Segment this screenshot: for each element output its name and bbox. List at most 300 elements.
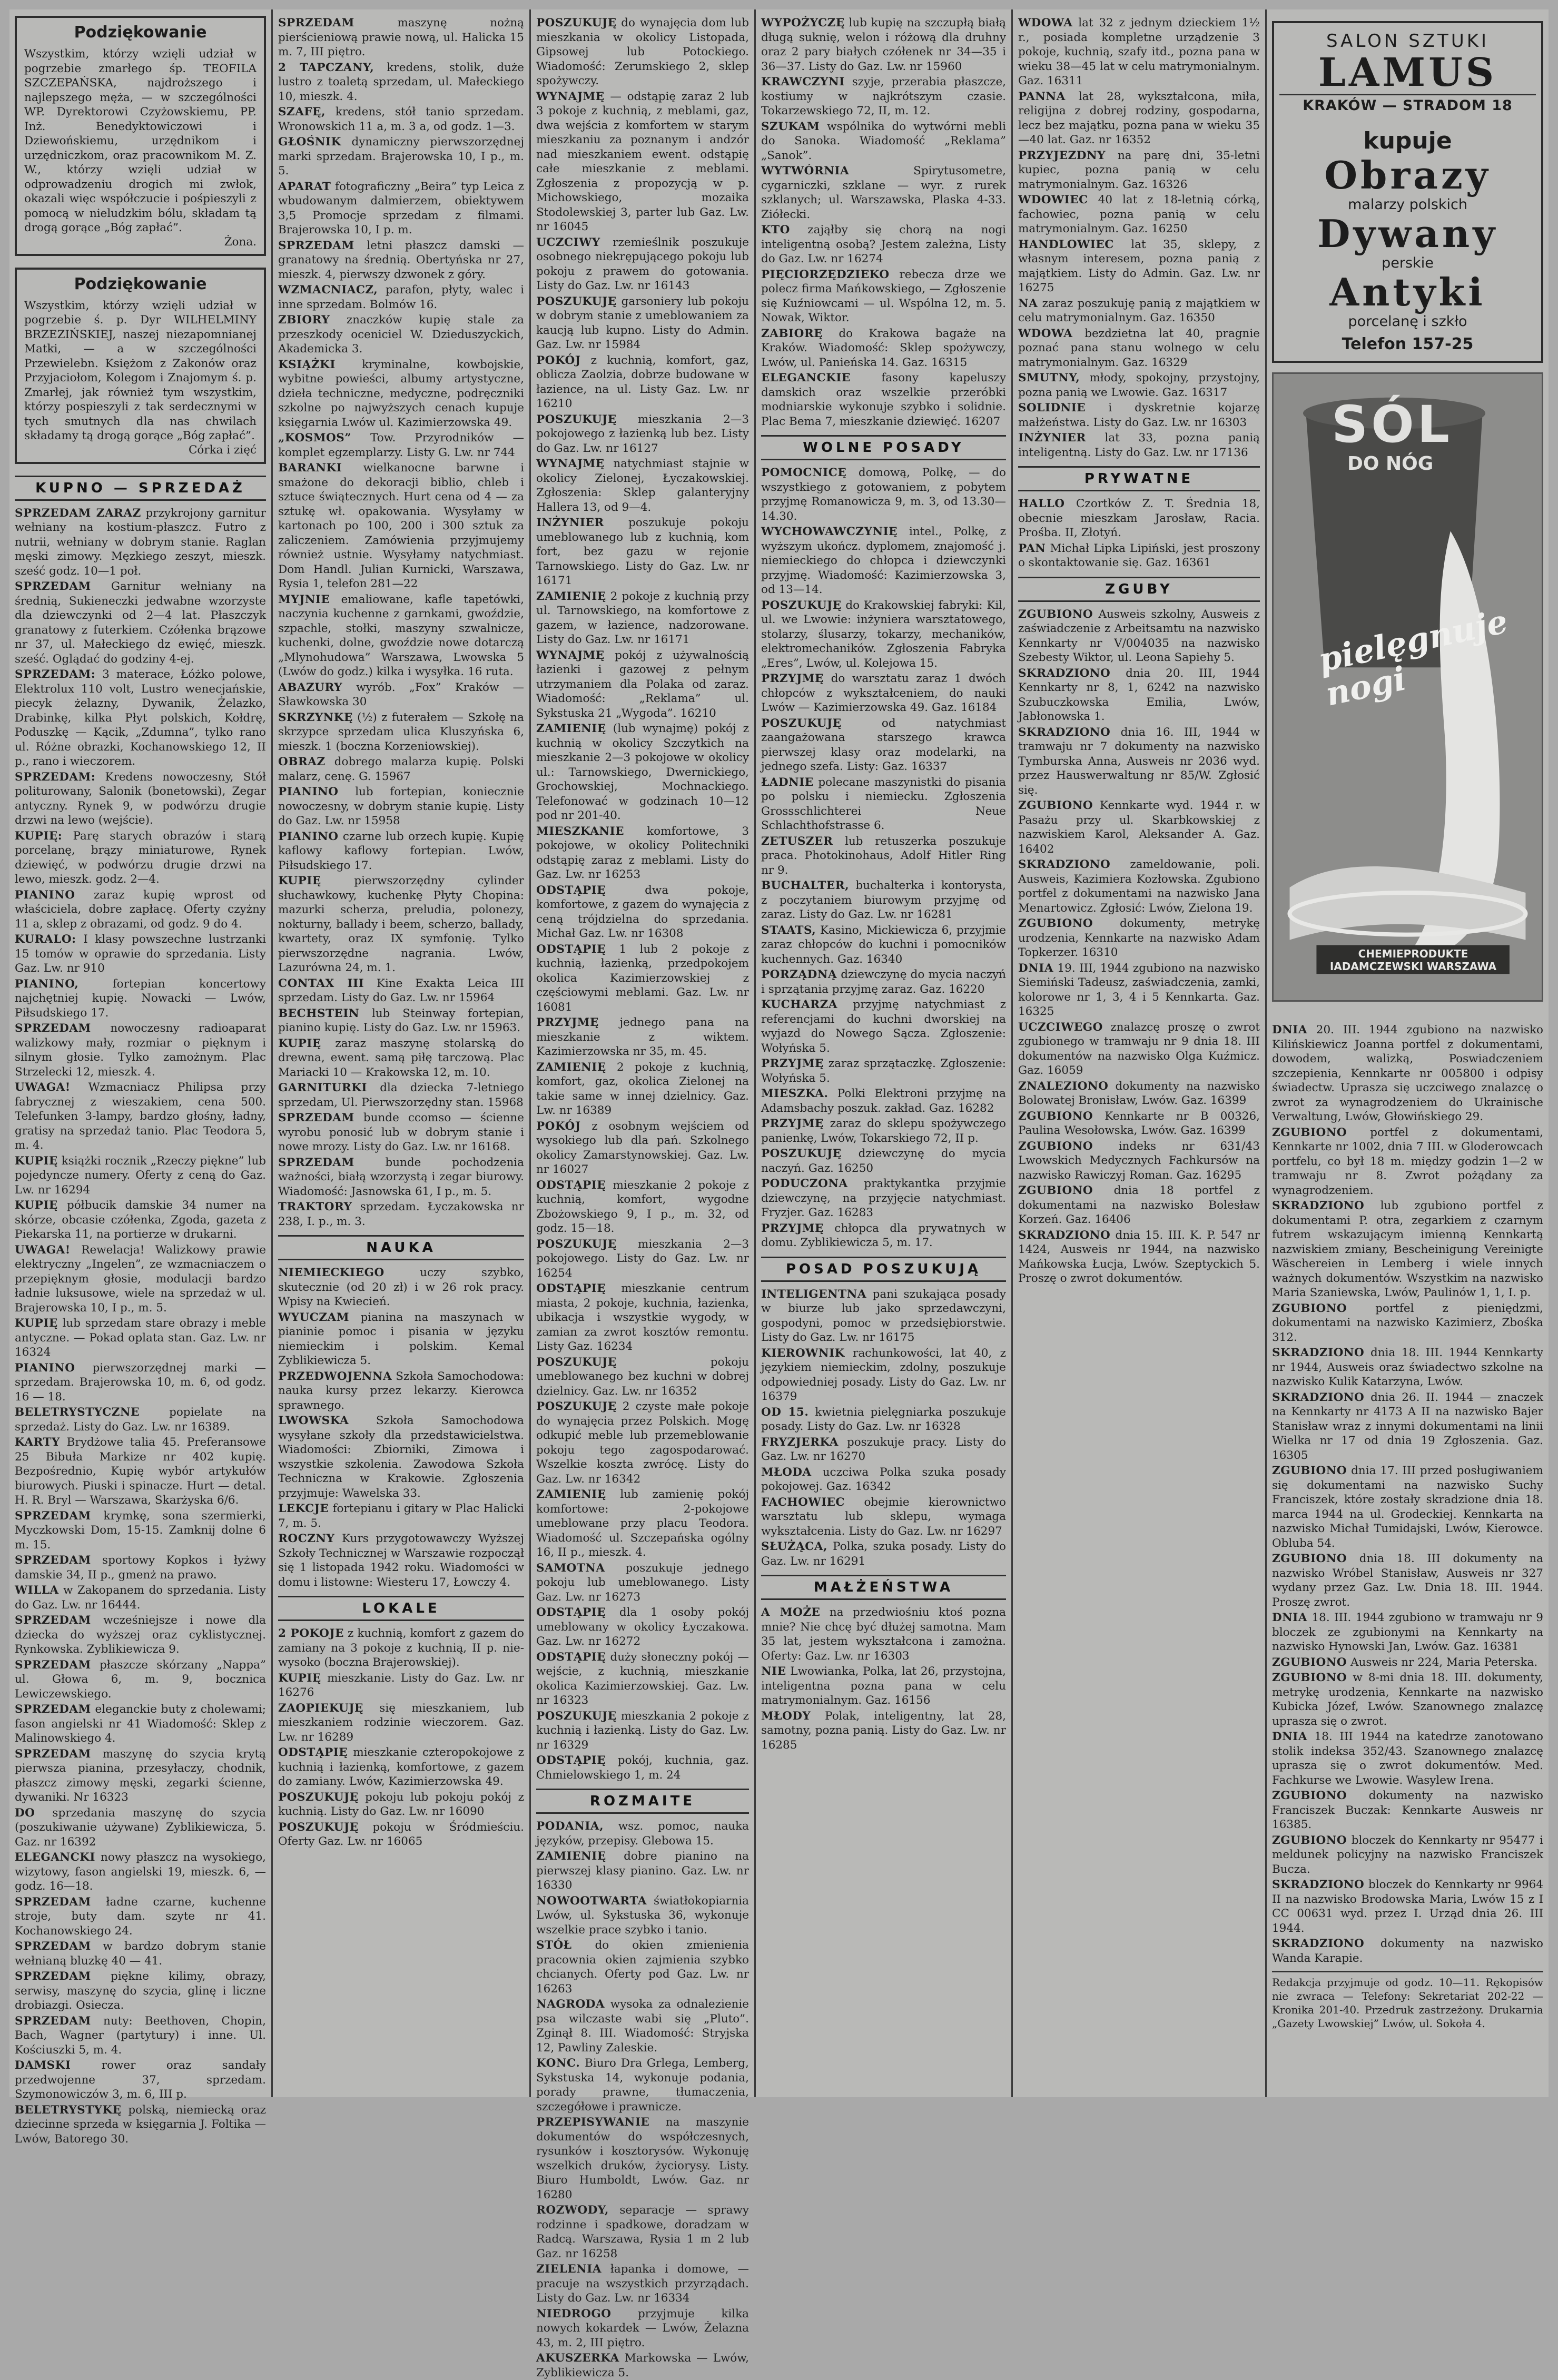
ad-keyword: POSZUKUJĘ bbox=[278, 1820, 359, 1834]
ad-text: Szkoła Samochodowa: nauka kursy przez lekarzy. Kierowca sprawnego. bbox=[278, 1369, 524, 1412]
ad-keyword: PIANINO bbox=[278, 785, 339, 798]
ad-keyword: POSZUKUJĘ bbox=[761, 1147, 842, 1160]
classified-ad bbox=[536, 2115, 749, 2202]
ad-text: uczciwa Polka szuka posady pokojowej. Gaz. 16342 bbox=[761, 1465, 1006, 1493]
ad-text: 2 pokoje z kuchnią, komfort, gaz, okolica Zielonej na takie same w innej dzielnicy. Gaz. Lw. nr 16389 bbox=[536, 1060, 749, 1117]
ad-text: dnia 15. III. K. P. 547 nr 1424, Ausweis nr 1944, na nazwisko Mańkowska Łucja, Lwów. Szeptyckich 5. Proszę o zwrot dokumentów. bbox=[1018, 1228, 1260, 1285]
ad-text: Ausweis szkolny, Ausweis z zaświadczenie z Arbeitsamtu na nazwisko Kennkarty nr V/004035 na nazwisko Szebesty Wiktor, ul. Leona Sapiehy 5. bbox=[1018, 607, 1260, 664]
ad-keyword: PRZYJMĘ bbox=[536, 1016, 599, 1029]
classified-ad bbox=[536, 1605, 749, 1649]
ad-text: 18. III 1944 na katedrze zanotowano stolik indeksa 352/43. Szanownego znalazcę uprasza się o zwrot dokumentów. Med. Fachkurse we Lwowie. Wasylew Irena. bbox=[1272, 1730, 1543, 1787]
ad-keyword: ZGUBIONO bbox=[1018, 607, 1093, 621]
classified-ad bbox=[278, 1532, 524, 1589]
classified-ad bbox=[536, 1399, 749, 1486]
ad-text: łapanka i domowe, — pracuje na wszystkich przyrządach. Listy do Gaz. Lw. nr 16334 bbox=[536, 2263, 749, 2305]
classified-ad bbox=[15, 1850, 266, 1894]
ad-keyword: OBRAZ bbox=[278, 755, 326, 768]
ad-text: indeks nr 631/43 Lwowskich Medycznych Fachkursów na nazwisko Rawiczyj Roman. Gaz. 16295 bbox=[1018, 1139, 1260, 1182]
classified-ad bbox=[1272, 1390, 1543, 1463]
ad-text: zameldowanie, poli. Ausweis, Kazimiera Kozłowska. Zgubiono portfel z dokumentami na nazwisko Jana Menartowicz. Zgłosić: Lwów, Zielona 19. bbox=[1018, 858, 1260, 915]
ad-text: dobrego malarza kupię. Polski malarz, cenę. G. 15967 bbox=[278, 755, 524, 783]
classified-ad bbox=[15, 579, 266, 666]
ad-keyword: LWOWSKA bbox=[278, 1414, 349, 1427]
ad-keyword: A MOŻE bbox=[761, 1606, 821, 1619]
ad-keyword: ZABIORĘ bbox=[761, 327, 823, 340]
ad-text: znaczków kupię stale za przeszkody oceniciel W. Dzieduszyckich, Akademicka 3. bbox=[278, 313, 524, 355]
classified-ad bbox=[278, 313, 524, 357]
classified-ad bbox=[278, 1745, 524, 1789]
classified-ad bbox=[536, 824, 749, 882]
ad-list bbox=[278, 16, 524, 1229]
ad-keyword: CONTAX III bbox=[278, 976, 364, 990]
ad-text: młody, spokojny, przystojny, pozna panią we Lwowie. Gaz. 16317 bbox=[1018, 371, 1260, 399]
ad-text: polecane maszynistki do pisania po polsku i niemiecku. Zgłoszenia Grossschlichterei Neue Schlachthofstrasse 6. bbox=[761, 775, 1006, 832]
ad-keyword: SKRADZIONO bbox=[1272, 1390, 1365, 1404]
ad-text: — odstąpię zaraz 2 lub 3 pokoje z kuchnią, z meblami, gaz, dwa wejścia z komfortem w starym mieszkaniu za poznanym i andzór nad mieszkaniem ewent. odstąpię całe mieszkanie z meblami. Zgłoszenia z propozycją w p. Michowskiego, mozaika Stodolewskiej 3, parter lub Gaz. Lw. nr 16045 bbox=[536, 90, 749, 233]
ad-keyword: MIESZKA. bbox=[761, 1087, 829, 1100]
classified-ad bbox=[1018, 497, 1260, 540]
ad-keyword: ODSTĄPIĘ bbox=[536, 1282, 606, 1295]
classified-ad bbox=[761, 1346, 1006, 1404]
ad-keyword: GARNITURKI bbox=[278, 1081, 367, 1094]
classified-ad bbox=[1018, 193, 1260, 236]
ad-keyword: HANDLOWIEC bbox=[1018, 238, 1114, 251]
ad-text: maszynę nożną pierścieniową prawie nową, ul. Halicka 15 m. 7, III piętro. bbox=[278, 16, 524, 58]
ad-keyword: POMOCNICĘ bbox=[761, 466, 847, 479]
ad-text: Brydżowe talia 45. Preferansowe 25 Bibuła Markize nr 402 kupię. Bezpośrednio, Kupię wybór artykułów biurowych. Piuski i spinacze. Hurt — detal. H. R. Bryl — Warszawa, Skarżyska 6/6. bbox=[15, 1436, 266, 1507]
column-1 bbox=[9, 9, 271, 2146]
classified-ad bbox=[536, 1561, 749, 1605]
ad-keyword: ZBIORY bbox=[278, 313, 330, 327]
ad-text: poszukuje jednego pokoju lub umeblowanego. Listy Gaz. Lw. nr 16273 bbox=[536, 1561, 749, 1604]
ad-keyword: INŻYNIER bbox=[536, 516, 604, 529]
classified-ad bbox=[15, 1435, 266, 1508]
classified-ad bbox=[278, 1820, 524, 1849]
ad-text: Markowska — Lwów, Zyblikiewicza 5. bbox=[536, 2352, 749, 2379]
ad-keyword: MŁODA bbox=[761, 1465, 812, 1479]
ad-text: z kuchnią, komfort, gaz, oblicza Zaolzia, dobrze budowane w łazience, na ul. Listy Gaz. Lw. nr 16210 bbox=[536, 353, 749, 410]
ad-keyword: KUCHARZA bbox=[761, 998, 838, 1011]
classified-ad bbox=[278, 105, 524, 134]
ad-text: uczy szybko, skutecznie (od 20 zł) i w 26 rok pracy. Wpisy na Kwiecień. bbox=[278, 1266, 524, 1308]
lamus-salon: SALON SZTUKI bbox=[1326, 31, 1490, 52]
ad-text: bezdzietna lat 40, pragnie poznać pana stanu wolnego w celu matrymonialnym. Gaz. 16329 bbox=[1018, 327, 1260, 369]
ad-text: dynamiczny pierwszorzędnej marki sprzedam. Brajerowska 10, I p., m. 5. bbox=[278, 135, 524, 177]
section-heading: NAUKA bbox=[278, 1235, 524, 1260]
ad-text: w bardzo dobrym stanie wełnianą bluzkę 40 — 41. bbox=[15, 1940, 266, 1968]
ad-text: Kasino, Mickiewicza 6, przyjmie zaraz chłopców do kuchni i pomocników kuchennych. Gaz. 16340 bbox=[761, 923, 1006, 966]
ad-text: dnia 18. III. 1944 Kennkarty nr 1944, Ausweis oraz świadectwo szkolne na nazwisko Kulik Katarzyna, Lwów. bbox=[1272, 1346, 1543, 1388]
ad-keyword: ELEGANCKIE bbox=[761, 371, 851, 384]
ad-keyword: SPRZEDAM bbox=[15, 1022, 91, 1035]
ad-text: 40 lat z 18-letnią córką, fachowiec, pozna panią w celu matrymonialnym. Gaz. 16250 bbox=[1018, 193, 1260, 235]
classified-ad bbox=[15, 1939, 266, 1968]
lamus-malarzy: malarzy polskich bbox=[1347, 196, 1468, 213]
ad-keyword: STAATS, bbox=[761, 923, 816, 937]
ad-text: mieszkanie. Listy do Gaz. Lw. nr 16276 bbox=[278, 1671, 524, 1699]
ad-text: pierwszorzędnej marki — sprzedam. Brajerowska 10, m. 6, od godz. 16 — 18. bbox=[15, 1361, 266, 1404]
classified-ad bbox=[761, 268, 1006, 325]
ad-list bbox=[1018, 497, 1260, 570]
ad-text: pokój, kuchnia, gaz. Chmielowskiego 1, m. 24 bbox=[536, 1754, 749, 1782]
ad-keyword: NIEDROGO bbox=[536, 2307, 612, 2320]
classified-ad bbox=[761, 525, 1006, 597]
classified-ad bbox=[536, 1849, 749, 1893]
ad-list bbox=[1018, 607, 1260, 1286]
ad-text: rower oraz sandały przedwojenne 37, sprzedam. Szymonowiczów 3, m. 6, III p. bbox=[15, 2059, 266, 2101]
ad-text: przyjmuje kilka nowych kokardek — Lwów, Żelazna 43, m. 2, III piętro. bbox=[536, 2307, 749, 2349]
classified-ad bbox=[761, 1539, 1006, 1568]
ad-list bbox=[15, 506, 266, 2147]
classified-ad bbox=[761, 998, 1006, 1055]
ad-keyword: UCZCIWEGO bbox=[1018, 1020, 1103, 1034]
ad-text: Lwowianka, Polka, lat 26, przystojna, inteligentna pozna pana w celu matrymonialnym. Gaz. 16156 bbox=[761, 1665, 1006, 1707]
classified-ad bbox=[761, 923, 1006, 967]
ad-text: Parę starych obrazów i starą porcelanę, brązy miniaturowe, Rynek dziewięć, w podwórzu drugie drzwi na lewo, mieszk. godz. 2—4. bbox=[15, 829, 266, 886]
classified-ad bbox=[278, 283, 524, 312]
classified-ad bbox=[536, 1709, 749, 1753]
ad-text: zaraz do sklepu spożywczego panienkę, Lwów, Tokarskiego 72, II p. bbox=[761, 1117, 1006, 1145]
classified-ad bbox=[15, 1198, 266, 1242]
ad-keyword: HALLO bbox=[1018, 497, 1065, 510]
sol-do-nog-advertisement bbox=[1272, 372, 1543, 1002]
ad-text: półbucik damskie 34 numer na skórze, obcasie czółenka, Zgoda, gazeta z Piekarska 11, na portierze w drukarni. bbox=[15, 1199, 266, 1241]
classified-ad bbox=[761, 223, 1006, 266]
ad-text: i dyskretnie kojarzę małżeństwa. Listy do Gaz. Lw. nr 16303 bbox=[1018, 401, 1260, 429]
classified-ad bbox=[1272, 1833, 1543, 1877]
classified-ad bbox=[15, 829, 266, 887]
classified-ad bbox=[1272, 1671, 1543, 1729]
ad-keyword: ZAMIENIĘ bbox=[536, 1488, 606, 1501]
ad-text: Rewelacja! Walizkowy prawie elektryczny „Ingelen”, ze wzmacniaczem o przepięknym głosie, modulacji bardzo ładnie luksusowe, wiele na sprzedaż w ul. Brajerowska 10, I p., m. 5. bbox=[15, 1243, 266, 1315]
ad-keyword: WZMACNIACZ, bbox=[278, 283, 378, 297]
classified-ad bbox=[1018, 1020, 1260, 1078]
classified-ad bbox=[278, 1502, 524, 1530]
ad-keyword: KUPIĘ bbox=[278, 1036, 321, 1050]
classified-ad bbox=[278, 1626, 524, 1670]
classified-ad bbox=[761, 967, 1006, 996]
ad-text: dziewczynę do mycia naczyń. Gaz. 16250 bbox=[761, 1147, 1006, 1175]
classified-ad bbox=[1018, 371, 1260, 400]
ad-keyword: PODANIA, bbox=[536, 1820, 604, 1833]
classified-ad bbox=[1018, 16, 1260, 88]
ad-text: przykrojony garnitur wełniany na kostium-płaszcz. Futro z nutrii, wełniany w dobrym stanie. Raglan męski zimowy. Męzkiego zeszyt, mieszk. sześć godz. 10—1 poł. bbox=[15, 506, 267, 578]
ad-text: dziewczynę do mycia naczyń i sprzątania przyjmę zaraz. Gaz. 16220 bbox=[761, 968, 1006, 996]
classified-ad bbox=[536, 1015, 749, 1059]
ad-list bbox=[1272, 1023, 1543, 1966]
classified-ad bbox=[278, 180, 524, 238]
classified-ad bbox=[1018, 431, 1260, 460]
ad-keyword: WYTWÓRNIA bbox=[761, 164, 850, 177]
classified-ad bbox=[278, 680, 524, 709]
classified-ad bbox=[15, 2103, 266, 2147]
ad-text: domową, Polkę, — do wszystkiego z gotowaniem, z pobytem przyjmę Romanowicza 9, m. 3, od 13.30—14.30. bbox=[761, 466, 1006, 523]
ad-text: dla 1 osoby pokój umeblowany w okolicy Łyczakowa. Gaz. Lw. nr 16272 bbox=[536, 1606, 749, 1648]
ad-keyword: BARANKI bbox=[278, 461, 342, 475]
editorial-footer: Redakcja przyjmuje od godz. 10—11. Rękopisów nie zwraca — Telefony: Sekretariat 202-22 — Kronika 201-40. Przedruk zastrzeżony. Drukarnia „Gazety Lwowskiej” Lwów, ul. Sokoła 4. bbox=[1272, 1971, 1543, 2030]
ad-text: Garnitur wełniany na średnią, Sukieneczki jedwabne wzorzyste dla dziewczynki od 2—4 lat. Płaszczyk granatowy z futerkiem. Czółenka brązowe nr 37, ul. Małeckiego dz ewięć, mieszk. sześć. Oglądać do godziny 4-ej. bbox=[15, 580, 266, 666]
ad-list bbox=[1018, 16, 1260, 460]
ad-keyword: TRAKTORY bbox=[278, 1200, 352, 1213]
ad-text: się mieszkaniem, lub mieszkaniem rodzinie wieczorem. Gaz. Lw. nr 16289 bbox=[278, 1701, 524, 1744]
classified-ad bbox=[1018, 327, 1260, 370]
ad-list bbox=[761, 466, 1006, 1250]
classified-ad bbox=[761, 1435, 1006, 1464]
ad-text: (½) z futerałem — Szkołę na skrzypce sprzedam ulica Kluszyńska 6, mieszk. 1 (boczna Korzeniowskiej). bbox=[278, 710, 524, 753]
ad-text: pokoju lub pokoju pokój z kuchnią. Listy do Gaz. Lw. nr 16090 bbox=[278, 1790, 524, 1818]
ad-text: portfel z dokumentami, Kennkarte nr 1002, dnia 7 III. w Gloderowcach portfelu, co był 18 m. między godzin 1—2 w tramwaju nr 8. Zwrot pożądany za wynagrodzeniem. bbox=[1272, 1125, 1543, 1197]
ad-keyword: MYJNIE bbox=[278, 592, 330, 606]
section-heading: MAŁŻEŃSTWA bbox=[761, 1575, 1006, 1600]
ad-text: 2 pokoje z kuchnią przy ul. Tarnowskiego, na komfortowe z gazem, w łazience, nadzorowane. Listy do Gaz. Lw. nr 16171 bbox=[536, 589, 749, 646]
ad-keyword: WYCHOWAWCZYNIĘ bbox=[761, 525, 898, 538]
ad-text: obejmie kierownictwo warsztatu lub sklepu, wymaga wykształcenia. Listy do Gaz. Lw. nr 16297 bbox=[761, 1495, 1006, 1538]
ad-keyword: WILLA bbox=[15, 1584, 59, 1597]
lamus-kupuje: kupuje bbox=[1363, 127, 1452, 154]
column-3 bbox=[531, 9, 754, 2379]
ad-keyword: KUPIĘ bbox=[15, 1317, 58, 1330]
section-heading: POSAD POSZUKUJĄ bbox=[761, 1257, 1006, 1282]
classified-ad bbox=[761, 1605, 1006, 1663]
classified-ad bbox=[278, 61, 524, 104]
classified-ad bbox=[761, 466, 1006, 524]
classified-ad bbox=[536, 1938, 749, 1996]
ad-keyword: POSZUKUJĘ bbox=[536, 1400, 617, 1413]
column-6 bbox=[1267, 9, 1549, 2097]
ad-keyword: ZGUBIONO bbox=[1272, 1833, 1347, 1847]
ad-text: kryminalne, kowbojskie, wybitne powieści, albumy artystyczne, dzieła techniczne, medyczne, podręczniki szkolne po najwyższych cenach kupuje księgarnia Lwów ul. Kazimierzowska 49. bbox=[278, 358, 524, 429]
ad-keyword: POSZUKUJĘ bbox=[536, 294, 617, 308]
classified-ad bbox=[278, 1036, 524, 1080]
classified-ad bbox=[278, 829, 524, 873]
section-heading: ROZMAITE bbox=[536, 1789, 749, 1814]
ad-text: fortepianu i gitary w Plac Halicki 7, m. 5. bbox=[278, 1502, 524, 1530]
ad-keyword: SKRADZIONO bbox=[1018, 858, 1111, 871]
classified-ad bbox=[278, 1701, 524, 1745]
ad-text: bunde pochodzenia ważności, białą wzorzystą i zegar biurowy. Wiadomość: Jasnowska 61, I p., m. 5. bbox=[278, 1156, 524, 1198]
classified-ad bbox=[536, 1997, 749, 2055]
ad-keyword: INTELIGENTNA bbox=[761, 1287, 867, 1301]
ad-keyword: ROCZNY bbox=[278, 1532, 335, 1545]
classified-ad bbox=[15, 1553, 266, 1582]
ad-keyword: KUPIĘ bbox=[278, 1671, 321, 1685]
ad-text: zaraz maszynę stolarską do drewna, ewent. samą piłę tarczową. Plac Mariacki 10 — Krakowska 12, m. 10. bbox=[278, 1036, 524, 1079]
ad-text: rachunkowości, lat 40, z językiem niemieckim, zdolny, poszukuje odpowiedniej posady. Listy do Gaz. Lw. nr 16379 bbox=[761, 1346, 1006, 1403]
classified-ad bbox=[278, 16, 524, 60]
ad-text: lat 28, wykształcona, miła, religijna z dobrej rodziny, gospodarna, lecz bez majątku, pozna pana w wieku 35—40 lat. Gaz. nr 16352 bbox=[1018, 90, 1260, 146]
ad-keyword: POKÓJ bbox=[536, 1119, 581, 1133]
classified-ad bbox=[15, 1895, 266, 1939]
ad-keyword: KUPIĘ: bbox=[15, 829, 63, 843]
ad-list bbox=[761, 1605, 1006, 1752]
thanks-signature: Żona. bbox=[224, 235, 257, 249]
classified-ad bbox=[761, 120, 1006, 163]
ad-keyword: WDOWA bbox=[1018, 16, 1073, 29]
classified-ad bbox=[761, 1117, 1006, 1145]
ad-keyword: KONC. bbox=[536, 2057, 580, 2070]
classified-ad bbox=[15, 2058, 266, 2102]
ad-text: chłopca dla prywatnych w domu. Zyblikiewicza 5, m. 17. bbox=[761, 1221, 1006, 1249]
classified-ad bbox=[278, 874, 524, 975]
classified-ad bbox=[278, 1671, 524, 1700]
ad-text: czarne lub orzech kupię. Kupię kaflowy kaflowy fortepian. Lwów, Piłsudskiego 17. bbox=[278, 829, 524, 872]
classified-ad bbox=[15, 932, 266, 976]
classified-ad bbox=[15, 1583, 266, 1612]
ad-keyword: ZGUBIONO bbox=[1272, 1655, 1347, 1669]
ad-keyword: ZAMIENIĘ bbox=[536, 1850, 606, 1863]
ad-text: od natychmiast zaangażowana starszego krawca pierwszej klasy oraz modelarki, na jednego szefa. Listy: Gaz. 16337 bbox=[761, 716, 1006, 773]
ad-keyword: SPRZEDAM ZARAZ bbox=[15, 506, 141, 520]
ad-keyword: KTO bbox=[761, 223, 790, 236]
ad-text: wsz. pomoc, nauka języków, przepisy. Glebowa 15. bbox=[536, 1820, 749, 1848]
ad-keyword: SPRZEDAM: bbox=[15, 770, 96, 784]
thanks-signature: Córka i zięć bbox=[188, 443, 257, 457]
ad-text: jednego pana na mieszkanie z wiktem. Kazimierzowska nr 35, m. 45. bbox=[536, 1016, 749, 1058]
ad-text: fasony kapeluszy damskich oraz wszelkie przeróbki modniarskie wykonuje szybko i solidnie. Plac Bema 7, mieszkanie dziewięć. 16207 bbox=[761, 371, 1006, 428]
ad-keyword: PRZYJMĘ bbox=[761, 1117, 824, 1130]
ad-text: lub fortepian, koniecznie nowoczesny, w dobrym stanie kupię. Listy do Gaz. Lw. nr 15958 bbox=[278, 785, 524, 827]
ad-text: lub kupię na szczupłą białą długą suknię, welon i różową dla druhny oraz 2 pary białych czółenek nr 34—35 i 36—37. Listy do Gaz. Lw. nr 15960 bbox=[761, 16, 1006, 73]
ad-keyword: SKRADZIONO bbox=[1018, 1228, 1111, 1242]
classified-ad bbox=[15, 1613, 266, 1657]
classified-ad bbox=[15, 1316, 266, 1360]
classified-ad bbox=[761, 834, 1006, 878]
ad-keyword: MŁODY bbox=[761, 1709, 811, 1723]
ad-keyword: ZGUBIONO bbox=[1272, 1671, 1347, 1684]
ad-keyword: POSZUKUJĘ bbox=[536, 412, 617, 426]
ad-text: dokumenty na nazwisko Wanda Karapie. bbox=[1272, 1937, 1543, 1965]
ad-text: Szkoła Samochodowa wysyłane szkoły dla przedstawicielstwa. Wiadomości: Zbiorniki, Zimowa i wszystkie szkolenia. Zawodowa Szkoła Techniczna w Krakowie. Zgłoszenia przyjmuje: Wawelska 33. bbox=[278, 1414, 524, 1500]
ad-text: polską, niemiecką oraz dziecinne sprzeda w księgarnia J. Foltika — Lwów, Batorego 30. bbox=[15, 2103, 266, 2146]
ad-keyword: BELETRYSTYKĘ bbox=[15, 2103, 122, 2117]
sol-title: SÓL bbox=[1332, 395, 1453, 454]
ad-text: dnia 20. III, 1944 Kennkarty nr 8, 1, 6242 na nazwisko Szubuczkowska Emilia, Lwów, Jabłonowska 1. bbox=[1018, 666, 1260, 723]
classified-ad bbox=[761, 1147, 1006, 1176]
ad-keyword: BELETRYSTYCZNE bbox=[15, 1406, 140, 1419]
ad-text: w 8-mi dnia 18. III. dokumenty, metrykę urodzenia, Kennkarte na nazwisko Kubicka Józef, Lwów. Szanownego znalazcę uprasza się o zwrot. bbox=[1272, 1671, 1543, 1728]
classified-ad bbox=[761, 775, 1006, 833]
ad-text: Polak, inteligentny, lat 28, samotny, pozna panią. Listy do Gaz. Lw. nr 16285 bbox=[761, 1709, 1006, 1752]
classified-ad bbox=[536, 648, 749, 721]
ad-text: dwa pokoje, komfortowe, z gazem do wynajęcia z ceną trójdzielna do sprzedania. Michał Gaz. Lw. nr 16308 bbox=[536, 883, 749, 940]
ad-keyword: WYPOŻYCZĘ bbox=[761, 16, 845, 29]
ad-text: Kennkarte nr B 00326, Paulina Wesołowska, Lwów. Gaz. 16399 bbox=[1018, 1109, 1260, 1137]
ad-text: 3 materace, Łóżko polowe, Elektrolux 110 volt, Lustro wenecjańskie, piecyk żelazny, Dywanik, Żelazko, Drabinkę, kilka Płyt polskich, Kołdrę, Poduszkę — Kącik, „Zdumna”, tylko rano ul. Różne obrazki, Kochanowskiego 12, II p., rano i wieczorem. bbox=[15, 668, 266, 768]
ad-text: Czortków Z. T. Średnia 18, obecnie mieszkam Jarosław, Racia. Prośba. II, Złotyń. bbox=[1018, 497, 1260, 539]
ad-text: Ausweis nr 224, Maria Peterska. bbox=[1347, 1655, 1538, 1669]
ad-keyword: PORZĄDNĄ bbox=[761, 968, 837, 981]
classified-ad bbox=[761, 716, 1006, 774]
ad-keyword: ZGUBIONO bbox=[1018, 1139, 1093, 1153]
ad-keyword: SPRZEDAM bbox=[278, 16, 354, 29]
classified-ad bbox=[278, 755, 524, 784]
ad-keyword: UWAGA! bbox=[15, 1243, 71, 1257]
ad-keyword: SPRZEDAM bbox=[15, 1509, 91, 1523]
ad-list bbox=[761, 1287, 1006, 1569]
lamus-advertisement bbox=[1272, 21, 1543, 363]
ad-text: Kine Exakta Leica III sprzedam. Listy do Gaz. Lw. nr 15964 bbox=[278, 976, 524, 1004]
classified-ad bbox=[278, 785, 524, 828]
ad-text: na parę dni, 35-letni kupiec, pozna panią w celu matrymonialnym. Gaz. 16326 bbox=[1018, 149, 1260, 191]
classified-ad bbox=[761, 671, 1006, 715]
ad-keyword: PODUCZONA bbox=[761, 1177, 848, 1190]
classified-ad bbox=[1018, 90, 1260, 147]
lamus-perskie: perskie bbox=[1382, 255, 1434, 271]
ad-keyword: ROZWODY, bbox=[536, 2204, 609, 2217]
ad-keyword: „KOSMOS” bbox=[278, 431, 352, 445]
ad-text: zaraz poszukuję panią z majątkiem w celu matrymonialnym. Gaz. 16350 bbox=[1018, 297, 1260, 324]
classified-ad bbox=[1272, 1464, 1543, 1551]
ad-keyword: PIANINO bbox=[15, 888, 75, 902]
ad-text: natychmiast stajnie w okolicy Zielonej, Łyczakowskiej. Zgłoszenia: Sklep galanteryjny Hallera 13, od 9—4. bbox=[536, 457, 749, 514]
ad-keyword: POKÓJ bbox=[536, 353, 581, 367]
classified-ad bbox=[1272, 1346, 1543, 1389]
ad-keyword: MIESZKANIE bbox=[536, 824, 625, 838]
classified-ad bbox=[278, 1200, 524, 1229]
ad-keyword: OD 15. bbox=[761, 1405, 809, 1419]
ad-keyword: ODSTĄPIĘ bbox=[536, 942, 606, 956]
ad-keyword: ODSTĄPIĘ bbox=[536, 1650, 606, 1664]
ad-text: do Krakowskiej fabryki: Kil, ul. we Lwowie: inżyniera warsztatowego, stolarzy, ślusarzy, tokarzy, mechaników, elektromechaników. Zgłoszenia Fabryka „Eres”, Lwów, ul. Kolejowa 15. bbox=[761, 598, 1006, 670]
ad-text: nowy płaszcz na wysokiego, wizytowy, fason angielski 19, mieszk. 6, — godz. 16—18. bbox=[15, 1851, 266, 1893]
ad-keyword: POSZUKUJĘ bbox=[536, 16, 617, 29]
thanks-notice bbox=[15, 16, 266, 256]
ad-text: poszukuje pokoju umeblowanego lub z kuchnią, kom fort, bez gazu w rejonie Tarnowskiego. Listy do Gaz. Lw. nr 16171 bbox=[536, 516, 749, 587]
classified-ad bbox=[278, 358, 524, 430]
ad-text: sprzedam. Łyczakowska nr 238, I. p., m. 3. bbox=[278, 1200, 524, 1228]
ad-text: lat 33, pozna panią inteligentną. Listy do Gaz. Lw. nr 17136 bbox=[1018, 431, 1260, 459]
ad-keyword: BECHSTEIN bbox=[278, 1006, 360, 1020]
ad-keyword: SPRZEDAM bbox=[15, 1747, 91, 1761]
classified-ad bbox=[761, 1087, 1006, 1115]
ad-text: rzemieślnik poszukuje osobnego niekrępującego pokoju lub pokoju z prawem do gotowania. Listy do Gaz. Lw. nr 16143 bbox=[536, 235, 749, 292]
classified-ad bbox=[536, 353, 749, 411]
classified-ad bbox=[536, 942, 749, 1015]
ad-keyword: SPRZEDAM bbox=[15, 1614, 91, 1627]
ad-text: dla dziecka 7-letniego sprzedam, Ul. Pierwszorzędny stan. 15968 bbox=[278, 1081, 524, 1109]
sol-maker: CHEMIEPRODUKTE IADAMCZEWSKI WARSZAWA bbox=[1329, 947, 1497, 973]
ad-keyword: SZAFĘ, bbox=[278, 105, 326, 118]
ad-keyword: BUCHALTER, bbox=[761, 879, 850, 892]
ad-text: lub Steinway fortepian, pianino kupię. Listy do Gaz. Lw. nr 15963. bbox=[278, 1006, 524, 1034]
ad-keyword: SPRZEDAM bbox=[278, 1111, 354, 1124]
classified-ad bbox=[15, 977, 266, 1021]
ad-text: eleganckie buty z cholewami; fason angielski nr 41 Wiadomość: Sklep z Malinowskiego 4. bbox=[15, 1703, 266, 1745]
ad-text: Kennkarte wyd. 1944 r. w Pasażu przy ul. Skarbkowskiej z nazwiskiem Karol, Aleksander A. Gaz. 16402 bbox=[1018, 799, 1260, 856]
ad-text: zająłby się chorą na nogi inteligentną osobą? Jestem zależna, Listy do Gaz. Lw. nr 16274 bbox=[761, 223, 1006, 265]
ad-text: do warsztatu zaraz 1 dwóch chłopców z wykształceniem, do nauki Lwów — Kazimierzowska 49. Gaz. 16184 bbox=[761, 672, 1006, 714]
ad-text: dnia 18. III dokumenty na nazwisko Wróbel Stanisław, Ausweis nr 327 wydany przez Gaz. Lw. Dnia 18. III. 1944. Proszę zwrot. bbox=[1272, 1552, 1543, 1609]
classified-ad bbox=[761, 598, 1006, 671]
lamus-address: KRAKÓW — STRADOM 18 bbox=[1279, 94, 1536, 114]
classified-ad bbox=[278, 592, 524, 679]
ad-text: Polki Elektroni przyjmę na Adamsbachy poszuk. zakład. Gaz. 16282 bbox=[761, 1087, 1006, 1115]
classified-ad bbox=[536, 1355, 749, 1399]
ad-keyword: NIE bbox=[761, 1665, 786, 1678]
ad-keyword: ELEGANCKI bbox=[15, 1851, 95, 1864]
ad-keyword: PRZEPISYWANIE bbox=[536, 2116, 650, 2129]
classified-ad bbox=[536, 294, 749, 352]
ad-keyword: ZGUBIONO bbox=[1272, 1552, 1347, 1565]
classified-ad bbox=[761, 1664, 1006, 1708]
ad-text: bloczek do Kennkarty nr 95477 i meldunek policyjny na nazwisko Franciszek Bucza. bbox=[1272, 1833, 1543, 1876]
classified-ad bbox=[15, 1243, 266, 1316]
ad-text: pokój z używalnością łazienki i gazowej z pełnym utrzymaniem dla Polaka od zaraz. Wiadomość: „Reklama” ul. Sykstuska 21 „Wygoda”. 16210 bbox=[536, 648, 749, 720]
ad-keyword: KARTY bbox=[15, 1436, 60, 1449]
classified-ad bbox=[761, 1177, 1006, 1220]
classified-ad bbox=[1018, 238, 1260, 295]
classified-ad bbox=[1272, 1552, 1543, 1609]
